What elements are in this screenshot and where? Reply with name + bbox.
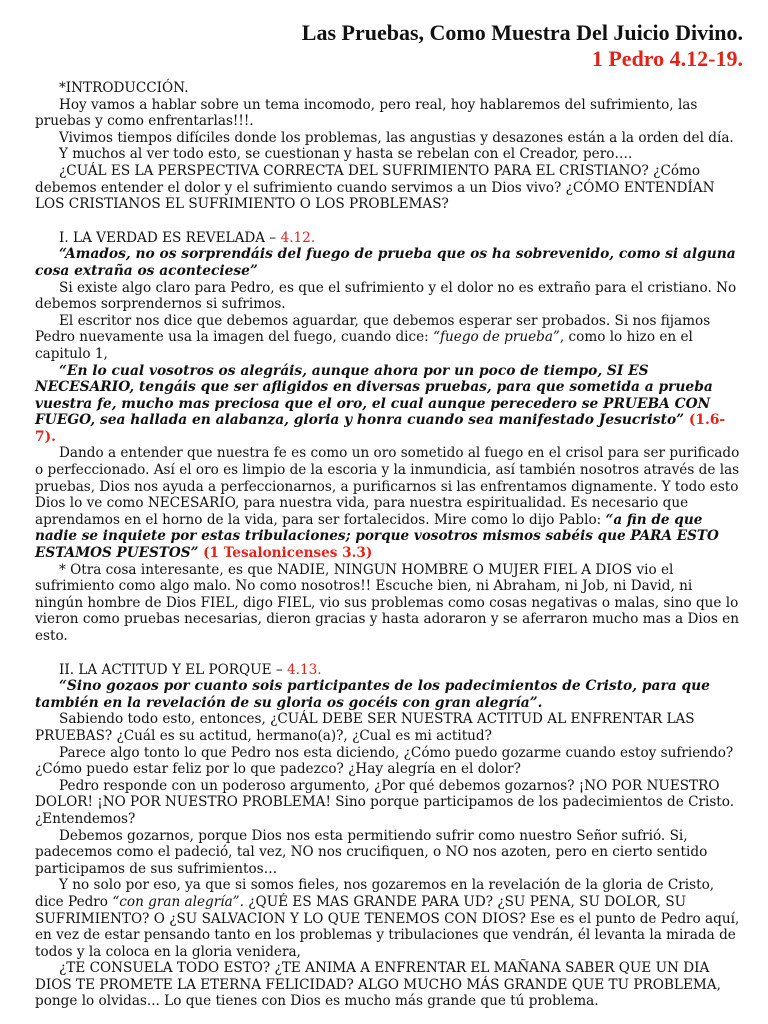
section-1-p2-italic: “fuego de prueba” [433, 329, 560, 346]
section-2-heading-text: II. LA ACTITUD Y EL PORQUE – [59, 661, 288, 678]
document-body [35, 80, 740, 1010]
section-2-paragraph-5 [35, 877, 740, 960]
section-1-paragraph-1: Si existe algo claro para Pedro, es que el sufrimiento y el dolor no es extraño para el cristiano. No debemos sorprendernos si sufrimos. [35, 279, 737, 313]
section-1-heading [35, 230, 740, 247]
section-1-quote-2-ref: (1.6-7). [35, 412, 726, 445]
section-2-quote: “Sino gozaos por cuanto sois participantes de los padecimientos de Cristo, para que también en la revelación de su gloria os gocéis con gran alegría”. [35, 678, 710, 711]
section-2-p5-italic: “con gran alegría”. [112, 893, 244, 910]
section-2-p5-end: ¿QUÉ ES MAS GRANDE PARA UD? ¿SU PENA, SU DOLOR, SU SUFRIMIENTO? O ¿SU SALVACION Y LO QUE TENEMOS CON DIOS? Ese es el punto de Pedro aquí, en vez de estar pensando tanto en los problemas y tribulaciones que vendrán, él levanta la mirada de todos y la coloca en la gloria venidera, [35, 893, 740, 960]
section-1-paragraph-4: * Otra cosa interesante, es que NADIE, NINGUN HOMBRE O MUJER FIEL A DIOS vio el sufrimiento como algo malo. No como nosotros!! Escuche bien, ni Abraham, ni Job, ni David, ni ningún hombre de Dios FIEL, digo FIEL, vio sus problemas como cosas negativas o malas, sino que lo vieron como pruebas necesarias, dieron gracias y hasta adoraron y se aferraron mucho mas a Dios en esto. [35, 561, 739, 644]
section-1-p3-text: Dando a entender que nuestra fe es como un oro sometido al fuego en el crisol para ser purificado o perfeccionado. Así el oro es limpio de la escoria y la inmundicia, así también nosotros através de las pruebas, Dios nos ayuda a perfeccionarnos, a purificarnos si las enfrentamos dignamente. Y todo esto Dios lo ve como NECESARIO, para nuestra vida, para nuestra espiritualidad. Es necesario que aprendamos en el horno de la vida, para ser fortalecidos. Mire como lo dijo Pablo: [35, 445, 740, 528]
section-2-p5-text: Y no solo por eso, ya que si somos fieles, nos gozaremos en la revelación de la gloria de Cristo, dice Pedro [35, 877, 715, 910]
document-title [302, 20, 743, 72]
intro-heading: *INTRODUCCIÓN. [59, 80, 189, 96]
section-1-quote-2 [35, 363, 740, 446]
intro-paragraph-2: Vivimos tiempos difíciles donde los problemas, las angustias y desazones están a la orden del día. [59, 129, 734, 146]
section-1-p3-quote: “a fin de que nadie se inquiete por estas tribulaciones; porque vosotros mismos sabéis que PARA ESTO ESTAMOS PUESTOS” [35, 511, 719, 562]
section-1-paragraph-2 [35, 313, 740, 363]
section-1-quote: “Amados, no os sorprendáis del fuego de prueba que os ha sobrevenido, como si alguna cosa extraña os aconteciese” [35, 246, 736, 279]
title-reference: 1 Pedro 4.12-19. [591, 46, 743, 71]
section-1-heading-text: I. LA VERDAD ES REVELADA – [59, 229, 281, 246]
section-2-paragraph-1: Sabiendo todo esto, entonces, ¿CUÁL DEBE SER NUESTRA ACTITUD AL ENFRENTAR LAS PRUEBAS? ¿Cuál es su actitud, hermano(a)?, ¿Cual es mi actitud? [35, 711, 695, 744]
section-1-p3-ref: (1 Tesalonicenses 3.3) [198, 545, 373, 562]
section-1-heading-ref: 4.12. [280, 229, 316, 246]
section-2-paragraph-3: Pedro responde con un poderoso argumento, ¿Por qué debemos gozarnos? ¡NO POR NUESTRO DOLOR! ¡NO POR NUESTRO PROBLEMA! Sino porque participamos de los padecimientos de Cristo. ¿Entendemos? [35, 777, 735, 827]
intro-paragraph-3: Y muchos al ver todo esto, se cuestionan y hasta se rebelan con el Creador, pero…. [59, 146, 633, 163]
title-main: Las Pruebas, Como Muestra Del Juicio Divino. [301, 20, 743, 45]
section-1-quote-2-text: “En lo cual vosotros os alegráis, aunque ahora por un poco de tiempo, SI ES NECESARIO, tengáis que ser afligidos en diversas pruebas, para que sometida a prueba vuestra fe, mucho mas preciosa que el oro, el cual aunque perecedero se PRUEBA CON FUEGO, sea hallada en alabanza, gloria y honra cuando sea manifestado Jesucristo” [35, 362, 713, 429]
section-2-paragraph-2: Parece algo tonto lo que Pedro nos esta diciendo, ¿Cómo puedo gozarme cuando estoy sufriendo? ¿Cómo puedo estar feliz por lo que padezco? ¿Hay alegría en el dolor? [35, 744, 734, 778]
section-2-heading-ref: 4.13. [287, 661, 322, 678]
section-2-paragraph-6: ¿TE CONSUELA TODO ESTO? ¿TE ANIMA A ENFRENTAR EL MAÑANA SABER QUE UN DIA DIOS TE PROMETE LA ETERNA FELICIDAD? ALGO MUCHO MÁS GRANDE QUE TU PROBLEMA, ponge lo olvidas... Lo que tienes con Dios es mucho más grande que tú problema. [35, 960, 721, 1010]
section-1-paragraph-3 [35, 445, 740, 561]
section-1-p2-text: El escritor nos dice que debemos aguardar, que debemos esperar ser probados. Si nos fijamos Pedro nuevamente usa la imagen del fuego, cuando dice: [35, 312, 711, 346]
intro-paragraph-4: ¿CUÁL ES LA PERSPECTIVA CORRECTA DEL SUFRIMIENTO PARA EL CRISTIANO? ¿Cómo debemos entender el dolor y el sufrimiento cuando servimos a un Dios vivo? ¿CÓMO ENTENDÍAN LOS CRISTIANOS EL SUFRIMIENTO O LOS PROBLEMAS? [35, 162, 715, 213]
section-1-p2-end: , como lo hizo en el capitulo 1, [35, 329, 693, 362]
section-2-paragraph-4: Debemos gozarnos, porque Dios nos esta permitiendo sufrir como nuestro Señor sufrió. Si, padecemos como el padeció, tal vez, NO nos crucifiquen, o NO nos azoten, pero en cierto sentido participamos de sus sufrimientos… [35, 827, 708, 877]
intro-paragraph-1: Hoy vamos a hablar sobre un tema incomodo, pero real, hoy hablaremos del sufrimiento, las pruebas y como enfrentarlas!!!. [35, 96, 698, 130]
section-2-heading [35, 662, 740, 679]
